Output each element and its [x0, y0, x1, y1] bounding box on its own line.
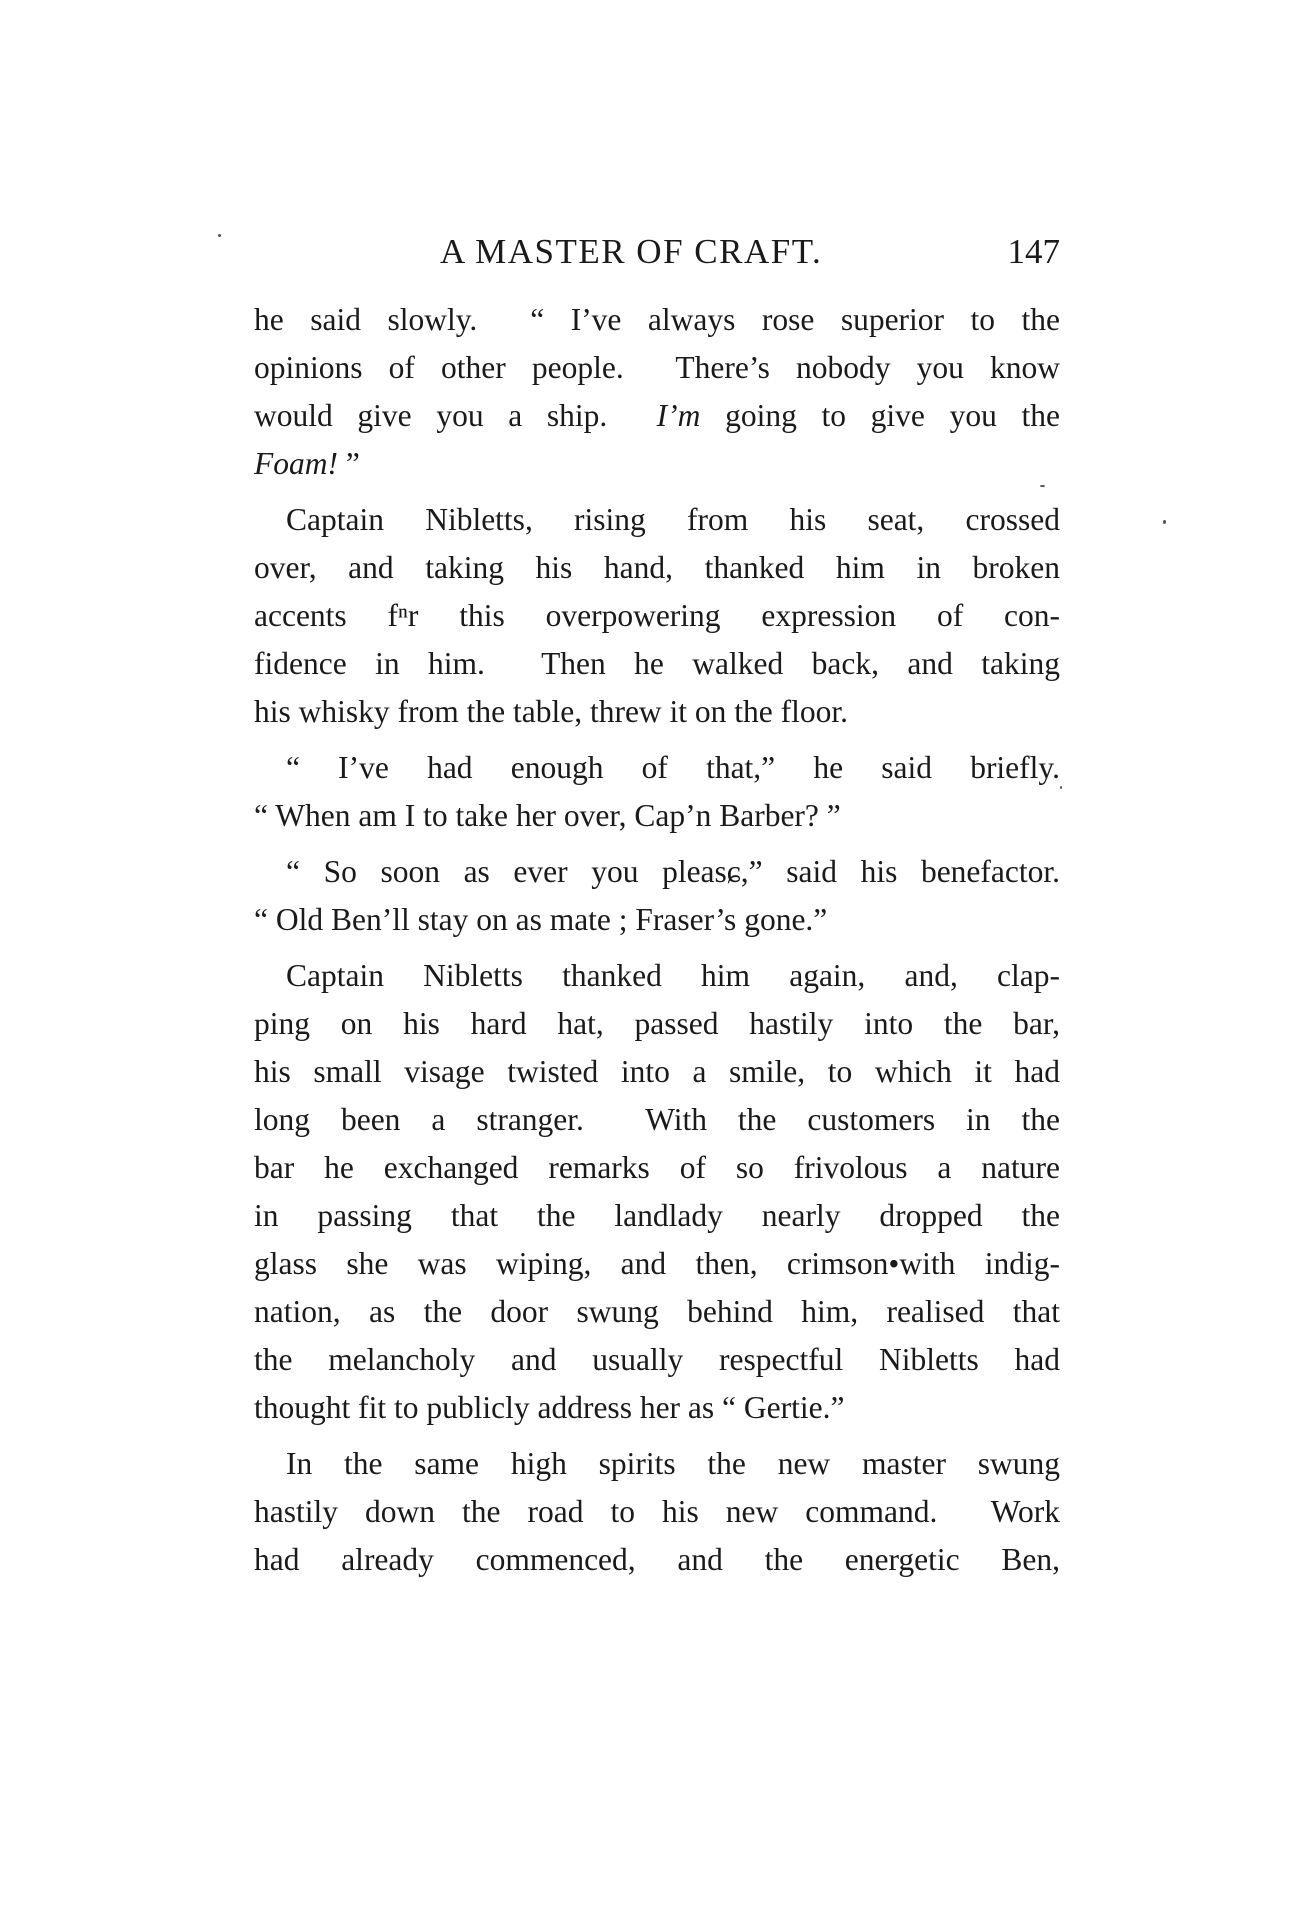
paragraph [254, 952, 1060, 1432]
text-line [254, 896, 1060, 944]
text-segment: fidence in him. Then he walked back, and taking [254, 646, 1060, 681]
text-line [254, 1536, 1060, 1584]
text-segment: “ So soon as ever you pleasɕ,” said his benefactor. [286, 854, 1060, 889]
text-segment: opinions of other people. There’s nobody you know [254, 350, 1060, 385]
text-segment: the melancholy and usually respectful Nibletts had [254, 1342, 1060, 1377]
paragraph [254, 496, 1060, 736]
paragraph-gap [254, 840, 1060, 848]
text-line [254, 1336, 1060, 1384]
text-segment: Captain Nibletts thanked him again, and, clap- [286, 958, 1060, 993]
text-line [254, 688, 1060, 736]
text-line [254, 1192, 1060, 1240]
text-line [254, 1240, 1060, 1288]
text-segment: in passing that the landlady nearly dropped the [254, 1198, 1060, 1233]
paragraph-gap [254, 488, 1060, 496]
paragraph-gap [254, 1432, 1060, 1440]
text-segment: “ When am I to take her over, Cap’n Barber? ” [254, 798, 841, 833]
text-segment: his whisky from the table, threw it on the floor. [254, 694, 849, 729]
text-line [254, 744, 1060, 792]
text-segment: bar he exchanged remarks of so frivolous a nature [254, 1150, 1060, 1185]
text-line [254, 1288, 1060, 1336]
text-segment: his small visage twisted into a smile, to which it had [254, 1054, 1060, 1089]
running-title: A MASTER OF CRAFT. [440, 232, 823, 271]
text-line [254, 592, 1060, 640]
text-segment: Captain Nibletts, rising from his seat, crossed [286, 502, 1060, 537]
scan-speck [218, 234, 221, 237]
text-segment: going to give you the [700, 398, 1060, 433]
paragraph [254, 744, 1060, 840]
text-line [254, 496, 1060, 544]
text-line [254, 1096, 1060, 1144]
text-line [254, 544, 1060, 592]
paragraph [254, 848, 1060, 944]
text-line [254, 792, 1060, 840]
text-line [254, 1440, 1060, 1488]
text-line [254, 296, 1060, 344]
paragraph-gap [254, 736, 1060, 744]
text-line [254, 1048, 1060, 1096]
text-segment: ” [337, 446, 360, 481]
text-segment: over, and taking his hand, thanked him in broken [254, 550, 1060, 585]
text-segment: had already commenced, and the energetic Ben, [254, 1542, 1060, 1577]
italic-text: I’m [656, 398, 701, 433]
text-segment: thought fit to publicly address her as “ Gertie.” [254, 1390, 845, 1425]
page-number: 147 [1007, 232, 1060, 271]
scan-speck [1163, 520, 1166, 524]
text-segment: he said slowly. “ I’ve always rose superior to the [254, 302, 1060, 337]
paragraph [254, 296, 1060, 488]
text-segment: “ I’ve had enough of that,” he said briefly. [286, 750, 1060, 785]
scan-speck [1060, 786, 1062, 789]
text-line [254, 640, 1060, 688]
text-line [254, 392, 1060, 440]
italic-text: Foam! [254, 446, 338, 481]
scan-speck [1040, 485, 1045, 487]
body-text [254, 296, 1060, 1584]
text-line [254, 1144, 1060, 1192]
text-line [254, 848, 1060, 896]
text-line [254, 1488, 1060, 1536]
text-segment: nation, as the door swung behind him, realised that [254, 1294, 1060, 1329]
text-segment: “ Old Ben’ll stay on as mate ; Fraser’s gone.” [254, 902, 828, 937]
text-line [254, 952, 1060, 1000]
paragraph-gap [254, 944, 1060, 952]
text-line [254, 440, 1060, 488]
text-segment: would give you a ship. [254, 398, 657, 433]
text-segment: ping on his hard hat, passed hastily into the bar, [254, 1006, 1060, 1041]
text-segment: long been a stranger. With the customers in the [254, 1102, 1060, 1137]
text-segment: In the same high spirits the new master swung [286, 1446, 1060, 1481]
text-segment: glass she was wiping, and then, crimson•with indig- [254, 1246, 1060, 1281]
text-segment: hastily down the road to his new command. Work [254, 1494, 1060, 1529]
text-line [254, 1384, 1060, 1432]
page-header [254, 232, 1060, 276]
text-line [254, 1000, 1060, 1048]
text-segment: accents fⁿr this overpowering expression of con- [254, 598, 1060, 633]
text-line [254, 344, 1060, 392]
paragraph [254, 1440, 1060, 1584]
